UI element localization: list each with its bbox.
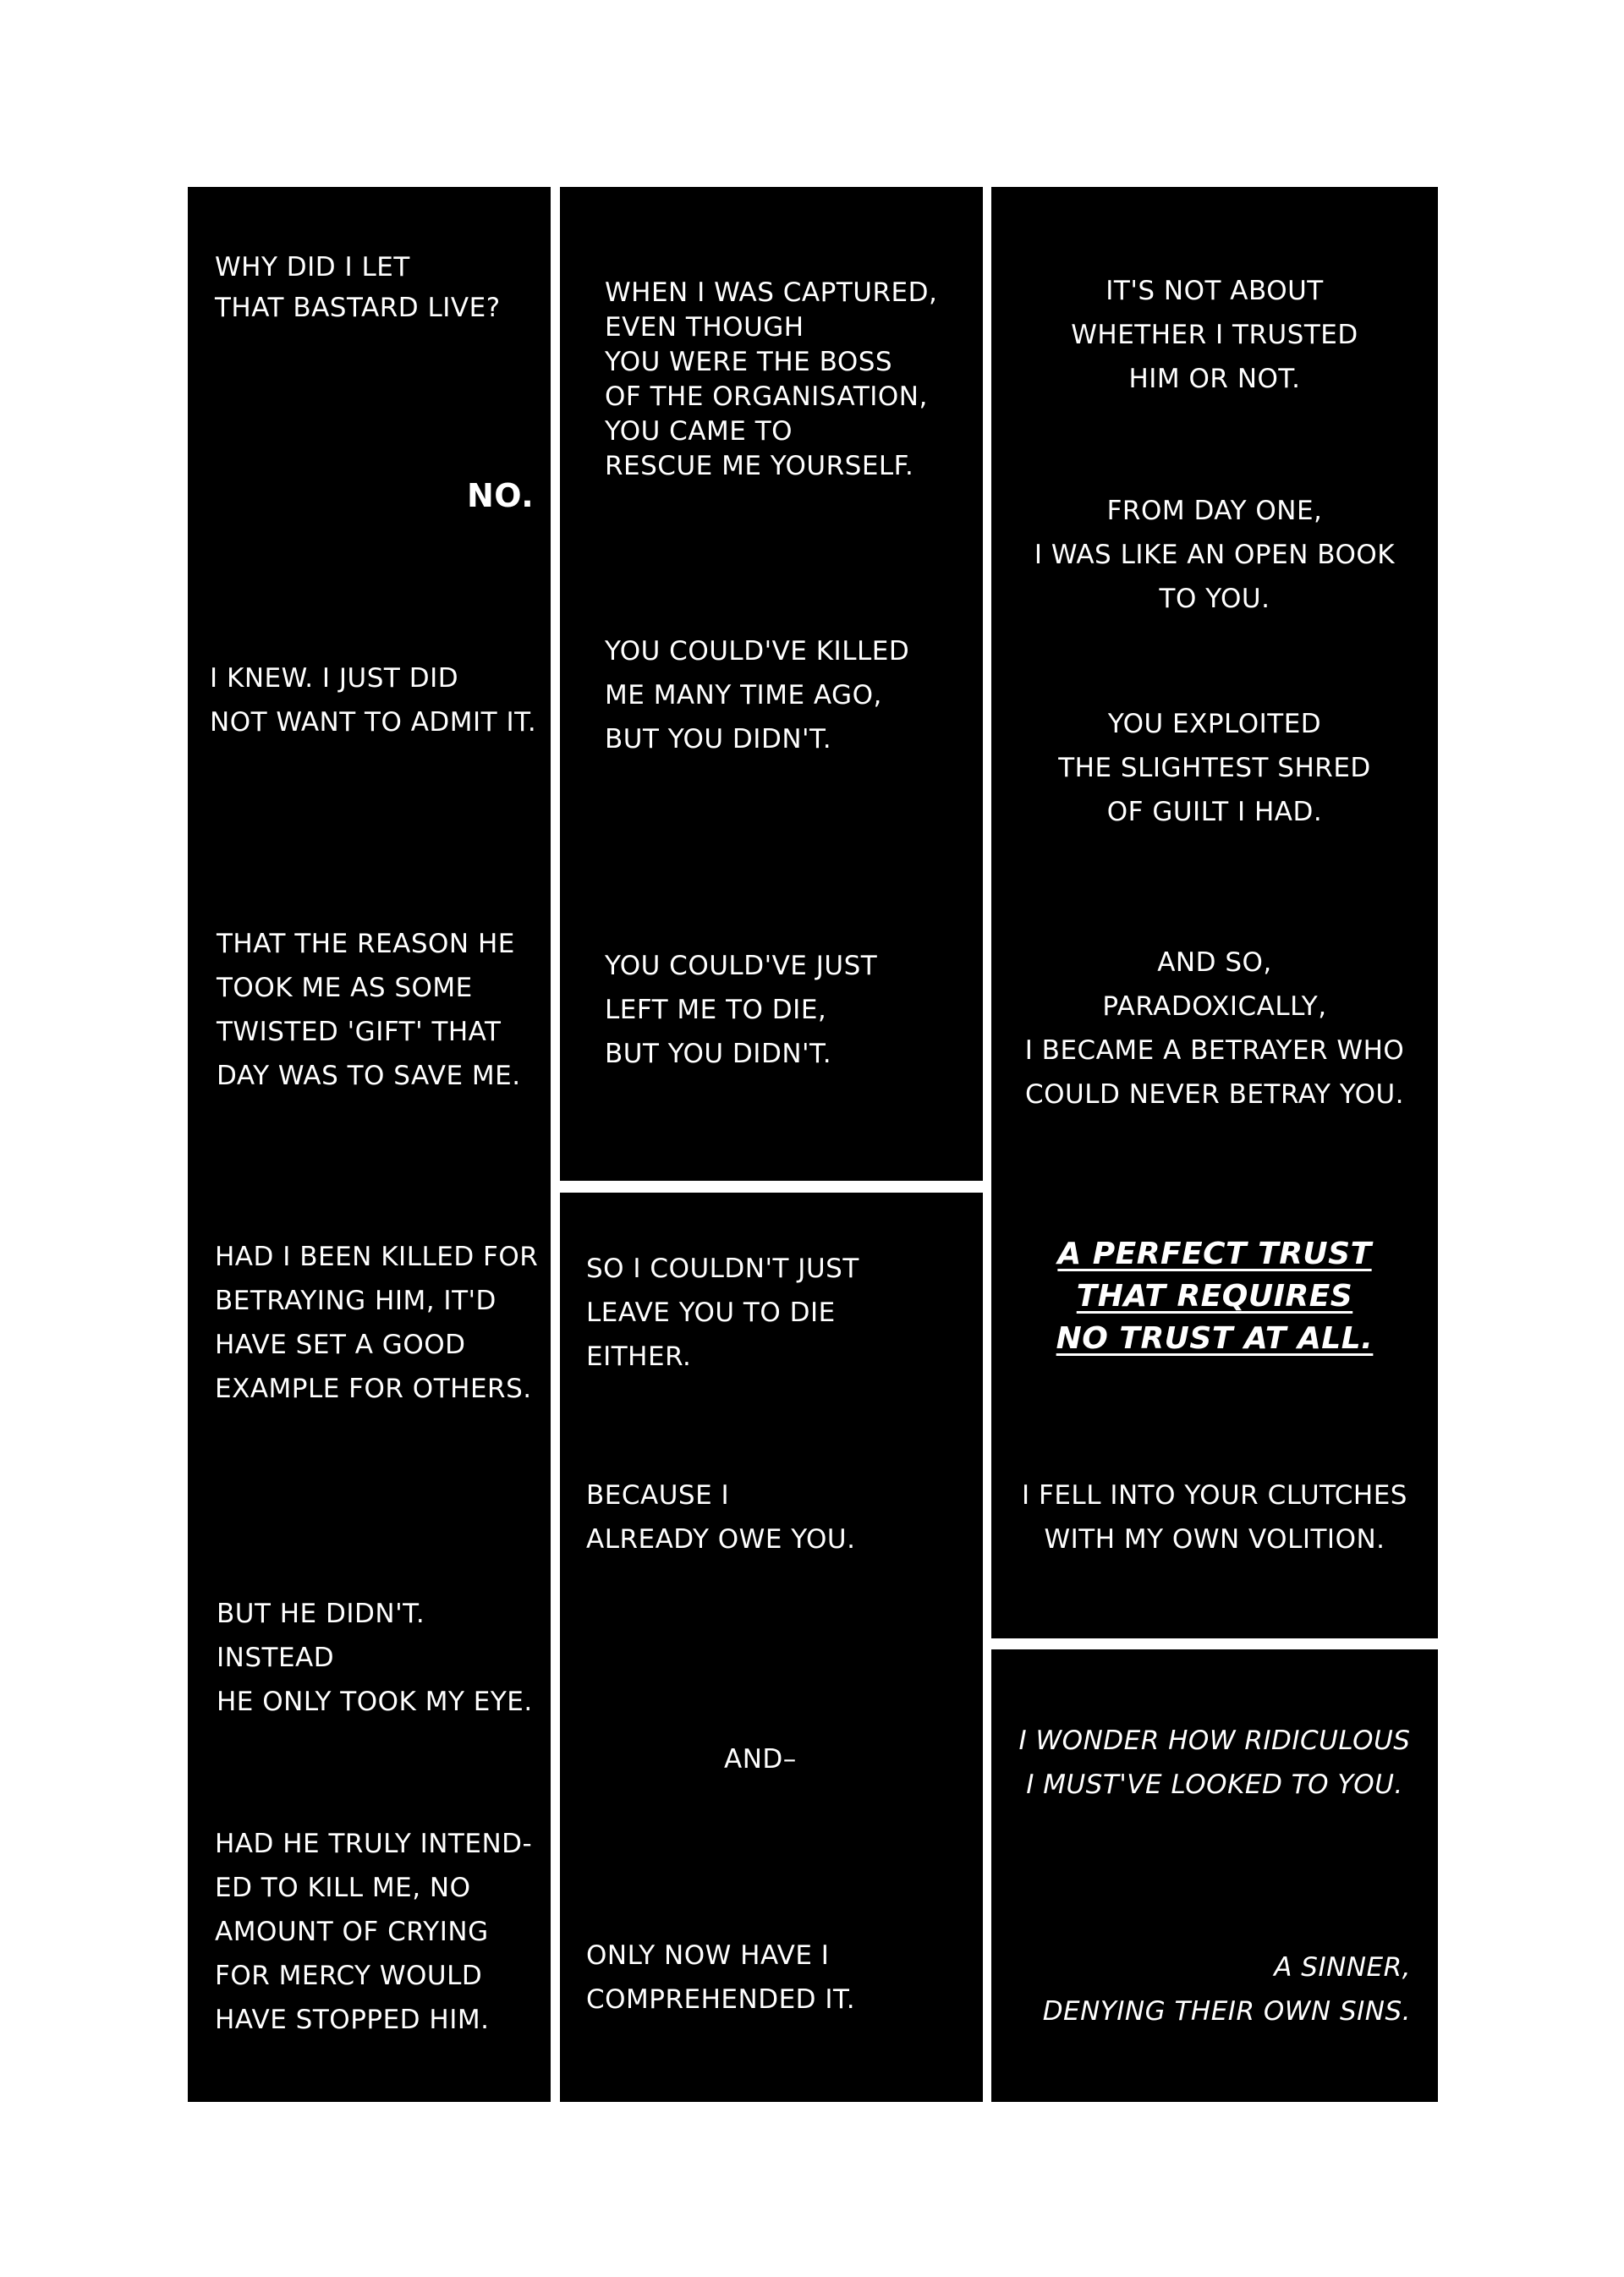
caption-why-let-live: WHY DID I LET THAT BASTARD LIVE? xyxy=(215,252,501,323)
caption-sinner: A SINNER, DENYING THEIR OWN SINS. xyxy=(1042,1952,1411,2027)
caption-reason-gift: THAT THE REASON HE TOOK ME AS SOME TWISTED 'GIFT' THAT DAY WAS TO SAVE ME. xyxy=(217,929,521,1091)
caption-no: NO. xyxy=(467,477,535,514)
caption-paradoxically: AND SO, PARADOXICALLY, I BECAME A BETRAYER WHO COULD NEVER BETRAY YOU. xyxy=(1024,947,1405,1110)
panel-right-bottom xyxy=(991,1649,1438,2102)
caption-fell-into-clutches: I FELL INTO YOUR CLUTCHES WITH MY OWN VOLITION. xyxy=(1022,1480,1407,1555)
caption-took-my-eye: BUT HE DIDN'T. INSTEAD HE ONLY TOOK MY EYE. xyxy=(217,1599,533,1717)
caption-already-owe: BECAUSE I ALREADY OWE YOU. xyxy=(586,1480,856,1555)
caption-perfect-trust: A PERFECT TRUST THAT REQUIRES NO TRUST AT ALL. xyxy=(1056,1237,1374,1356)
panel-right-top xyxy=(991,187,1438,1638)
caption-truly-intended: HAD HE TRULY INTEND- ED TO KILL ME, NO AMOUNT OF CRYING FOR MERCY WOULD HAVE STOPPED HIM. xyxy=(215,1829,533,2035)
caption-how-ridiculous: I WONDER HOW RIDICULOUS I MUST'VE LOOKED TO YOU. xyxy=(1018,1726,1411,1800)
caption-couldnt-leave: SO I COULDN'T JUST LEAVE YOU TO DIE EITHER. xyxy=(586,1254,859,1372)
caption-could-have-killed: YOU COULD'VE KILLED ME MANY TIME AGO, BUT YOU DIDN'T. xyxy=(605,636,910,754)
caption-left-me-to-die: YOU COULD'VE JUST LEFT ME TO DIE, BUT YOU DIDN'T. xyxy=(605,951,878,1069)
caption-only-now: ONLY NOW HAVE I COMPREHENDED IT. xyxy=(586,1940,856,2015)
caption-when-captured: WHEN I WAS CAPTURED, EVEN THOUGH YOU WERE THE BOSS OF THE ORGANISATION, YOU CAME TO RESCUE ME YOURSELF. xyxy=(605,277,938,481)
caption-not-about-trust: IT'S NOT ABOUT WHETHER I TRUSTED HIM OR NOT. xyxy=(1071,276,1358,394)
caption-i-knew: I KNEW. I JUST DID NOT WANT TO ADMIT IT. xyxy=(210,663,537,738)
caption-exploited-guilt: YOU EXPLOITED THE SLIGHTEST SHRED OF GUILT I HAD. xyxy=(1058,709,1371,827)
caption-and: AND– xyxy=(724,1744,797,1775)
caption-killed-for-betraying: HAD I BEEN KILLED FOR BETRAYING HIM, IT'D HAVE SET A GOOD EXAMPLE FOR OTHERS. xyxy=(215,1242,539,1404)
caption-open-book: FROM DAY ONE, I WAS LIKE AN OPEN BOOK TO YOU. xyxy=(1034,496,1396,614)
